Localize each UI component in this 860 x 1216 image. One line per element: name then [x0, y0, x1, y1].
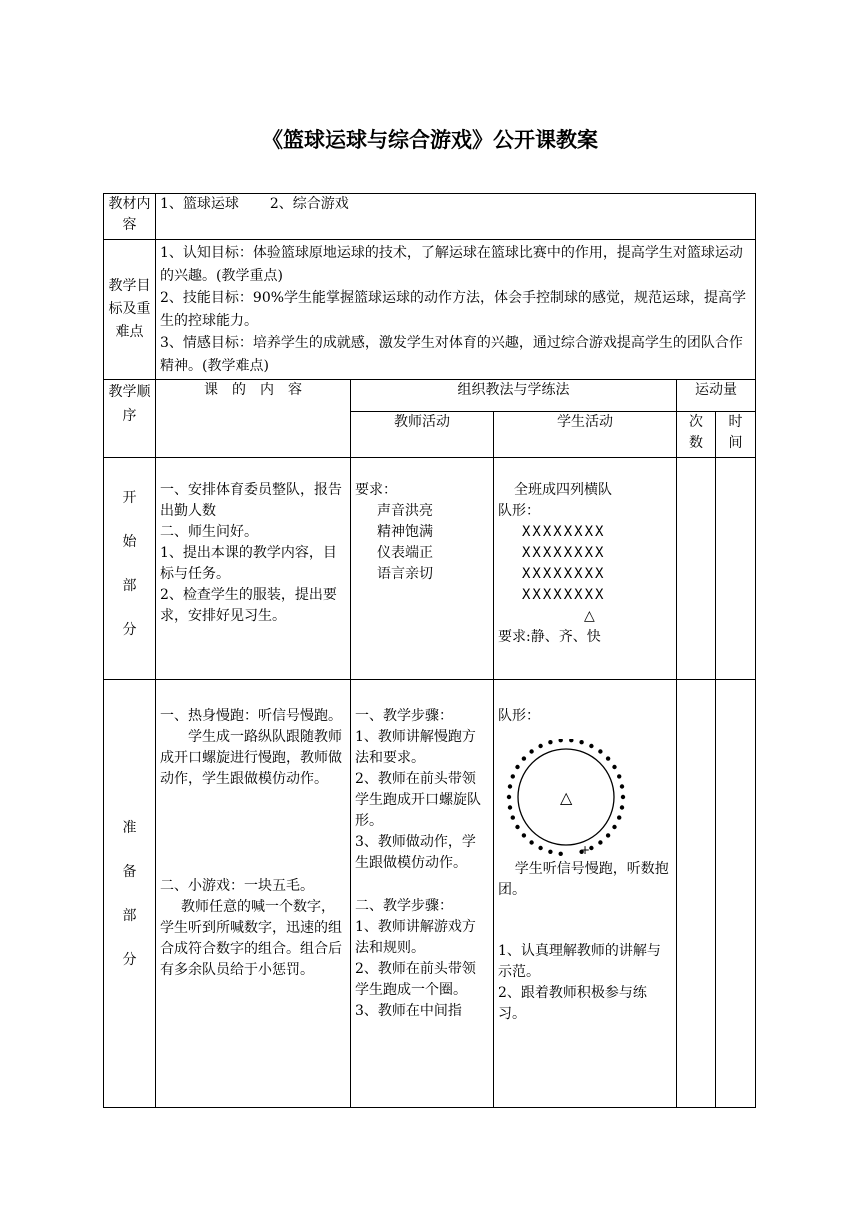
materials-row	[104, 194, 756, 240]
start-teacher-item-2: 精神饱满	[377, 524, 433, 540]
prep-content-a-body: 学生成一路纵队跟随教师成开口螺旋进行慢跑，教师做动作，学生跟做模仿动作。	[160, 729, 342, 787]
circle-formation-diagram	[504, 739, 634, 857]
prep-teacher	[351, 680, 494, 1108]
prep-teacher-a-0: 一、教学步骤：	[355, 708, 453, 724]
start-formation-label: 队形：	[498, 503, 540, 519]
start-content-3: 1、提出本课的教学内容，目标与任务。	[160, 545, 337, 582]
prep-student-b-1: 2、跟着教师积极参与练习。	[498, 985, 647, 1022]
header-time: 时间	[716, 412, 756, 458]
prep-content-a-title: 一、热身慢跑：听信号慢跑。	[160, 708, 342, 724]
prep-teacher-a-1: 1、教师讲解慢跑方法和要求。	[355, 729, 476, 766]
formation-row: XXXXXXXX	[522, 524, 606, 540]
student-dot	[589, 744, 593, 748]
start-section-row	[104, 458, 756, 680]
student-dot	[606, 833, 610, 837]
student-dot	[538, 846, 542, 850]
start-student	[494, 458, 677, 680]
teacher-position-mark: △	[584, 608, 595, 624]
prep-teacher-a-3: 3、教师做动作，学生跟做模仿动作。	[355, 834, 476, 871]
student-dot	[508, 784, 512, 788]
materials-item-1: 1、篮球运球	[160, 196, 239, 212]
prep-student	[494, 680, 677, 1108]
prep-teacher-b-1: 1、教师讲解游戏方法和规则。	[355, 919, 476, 956]
student-dot	[522, 756, 526, 760]
student-dot	[559, 852, 563, 856]
prep-teacher-b-2: 2、教师在前头带领学生跑成一个圈。	[355, 961, 476, 998]
start-content	[156, 458, 351, 680]
student-dot	[612, 765, 616, 769]
student-dot	[515, 765, 519, 769]
circle-teacher-mark: △	[560, 788, 573, 807]
header-count: 次数	[677, 412, 716, 458]
materials-label: 教材内容	[104, 194, 156, 240]
student-dot	[511, 815, 515, 819]
objectives-label: 教学目标及重难点	[104, 240, 156, 380]
prep-section-row	[104, 680, 756, 1108]
prep-content	[156, 680, 351, 1108]
circle-plus-mark: +	[580, 843, 591, 857]
header-load: 运动量	[677, 380, 756, 412]
prep-teacher-a-2: 2、教师在前头带领学生跑成开口螺旋队形。	[355, 771, 481, 829]
prep-formation-label: 队形：	[498, 708, 540, 724]
student-dot	[606, 756, 610, 760]
start-teacher-item-3: 仪表端正	[377, 545, 433, 561]
formation-row: XXXXXXXX	[522, 566, 606, 582]
prep-content-b-body: 教师任意的喊一个数字，学生听到所喊数字，迅速的组合成符合数字的组合。组合后有多余队员给于小惩罚。	[160, 899, 342, 978]
student-dot	[612, 825, 616, 829]
student-dot	[620, 805, 624, 809]
start-count	[677, 458, 716, 680]
start-content-1: 一、安排体育委员整队，报告出勤人数	[160, 482, 342, 519]
objectives-content	[156, 240, 756, 380]
student-dot	[538, 744, 542, 748]
start-student-requirement: 要求:静、齐、快	[498, 629, 601, 645]
student-dot	[579, 740, 583, 744]
prep-teacher-b-0: 二、教学步骤：	[355, 898, 453, 914]
header-row-1	[104, 380, 756, 412]
formation-row: XXXXXXXX	[522, 545, 606, 561]
student-dot	[522, 833, 526, 837]
student-dot	[508, 805, 512, 809]
objectives-row	[104, 240, 756, 380]
objective-emotion: 3、情感目标：培养学生的成就感，激发学生对体育的兴趣，通过综合游戏提高学生的团队合作精神。(教学难点)	[160, 335, 743, 374]
student-dot	[548, 740, 552, 744]
student-dot	[548, 850, 552, 854]
prep-time	[716, 680, 756, 1108]
lesson-plan-table	[103, 193, 756, 1108]
formation-row: XXXXXXXX	[522, 587, 606, 603]
prep-student-a: 学生听信号慢跑，听数抱团。	[498, 861, 669, 898]
student-dot	[617, 774, 621, 778]
start-label: 开始部分	[104, 458, 156, 680]
prep-teacher-b-3: 3、教师在中间指	[355, 1003, 462, 1019]
start-content-4: 2、检查学生的服装，提出要求，安排好见习生。	[160, 587, 337, 624]
header-student: 学生活动	[494, 412, 677, 458]
start-teacher	[351, 458, 494, 680]
student-dot	[529, 749, 533, 753]
header-sequence: 教学顺序	[104, 380, 156, 458]
start-time	[716, 458, 756, 680]
header-content: 课 的 内 容	[156, 380, 351, 458]
materials-content	[156, 194, 756, 240]
start-content-2: 二、师生问好。	[160, 524, 258, 540]
header-teacher: 教师活动	[351, 412, 494, 458]
objective-cognitive: 1、认知目标：体验篮球原地运球的技术，了解运球在篮球比赛中的作用，提高学生对篮球运动的兴趣。(教学重点)	[160, 245, 743, 284]
start-teacher-item-1: 声音洪亮	[377, 503, 433, 519]
student-dot	[559, 739, 563, 742]
student-dot	[617, 815, 621, 819]
objective-skill: 2、技能目标：90%学生能掌握篮球运球的动作方法，体会手控制球的感觉，规范运球，提高学生的控球能力。	[160, 290, 747, 329]
page-title: 《篮球运球与综合游戏》公开课教案	[262, 128, 598, 152]
student-dot	[598, 749, 602, 753]
header-organization: 组织教法与学练法	[351, 380, 677, 412]
prep-content-b-title: 二、小游戏：一块五毛。	[160, 878, 314, 894]
student-dot	[515, 825, 519, 829]
student-dot	[620, 784, 624, 788]
start-teacher-title: 要求：	[355, 482, 397, 498]
prep-label: 准备部分	[104, 680, 156, 1108]
student-dot	[598, 840, 602, 844]
start-student-title: 全班成四列横队	[514, 482, 612, 498]
prep-count	[677, 680, 716, 1108]
prep-student-b-0: 1、认真理解教师的讲解与示范。	[498, 943, 661, 980]
student-dot	[621, 795, 625, 799]
student-dot	[511, 774, 515, 778]
materials-item-2: 2、综合游戏	[269, 196, 349, 212]
student-dot	[507, 795, 511, 799]
student-dot	[569, 739, 573, 742]
start-teacher-item-4: 语言亲切	[377, 566, 433, 582]
student-dot	[529, 840, 533, 844]
